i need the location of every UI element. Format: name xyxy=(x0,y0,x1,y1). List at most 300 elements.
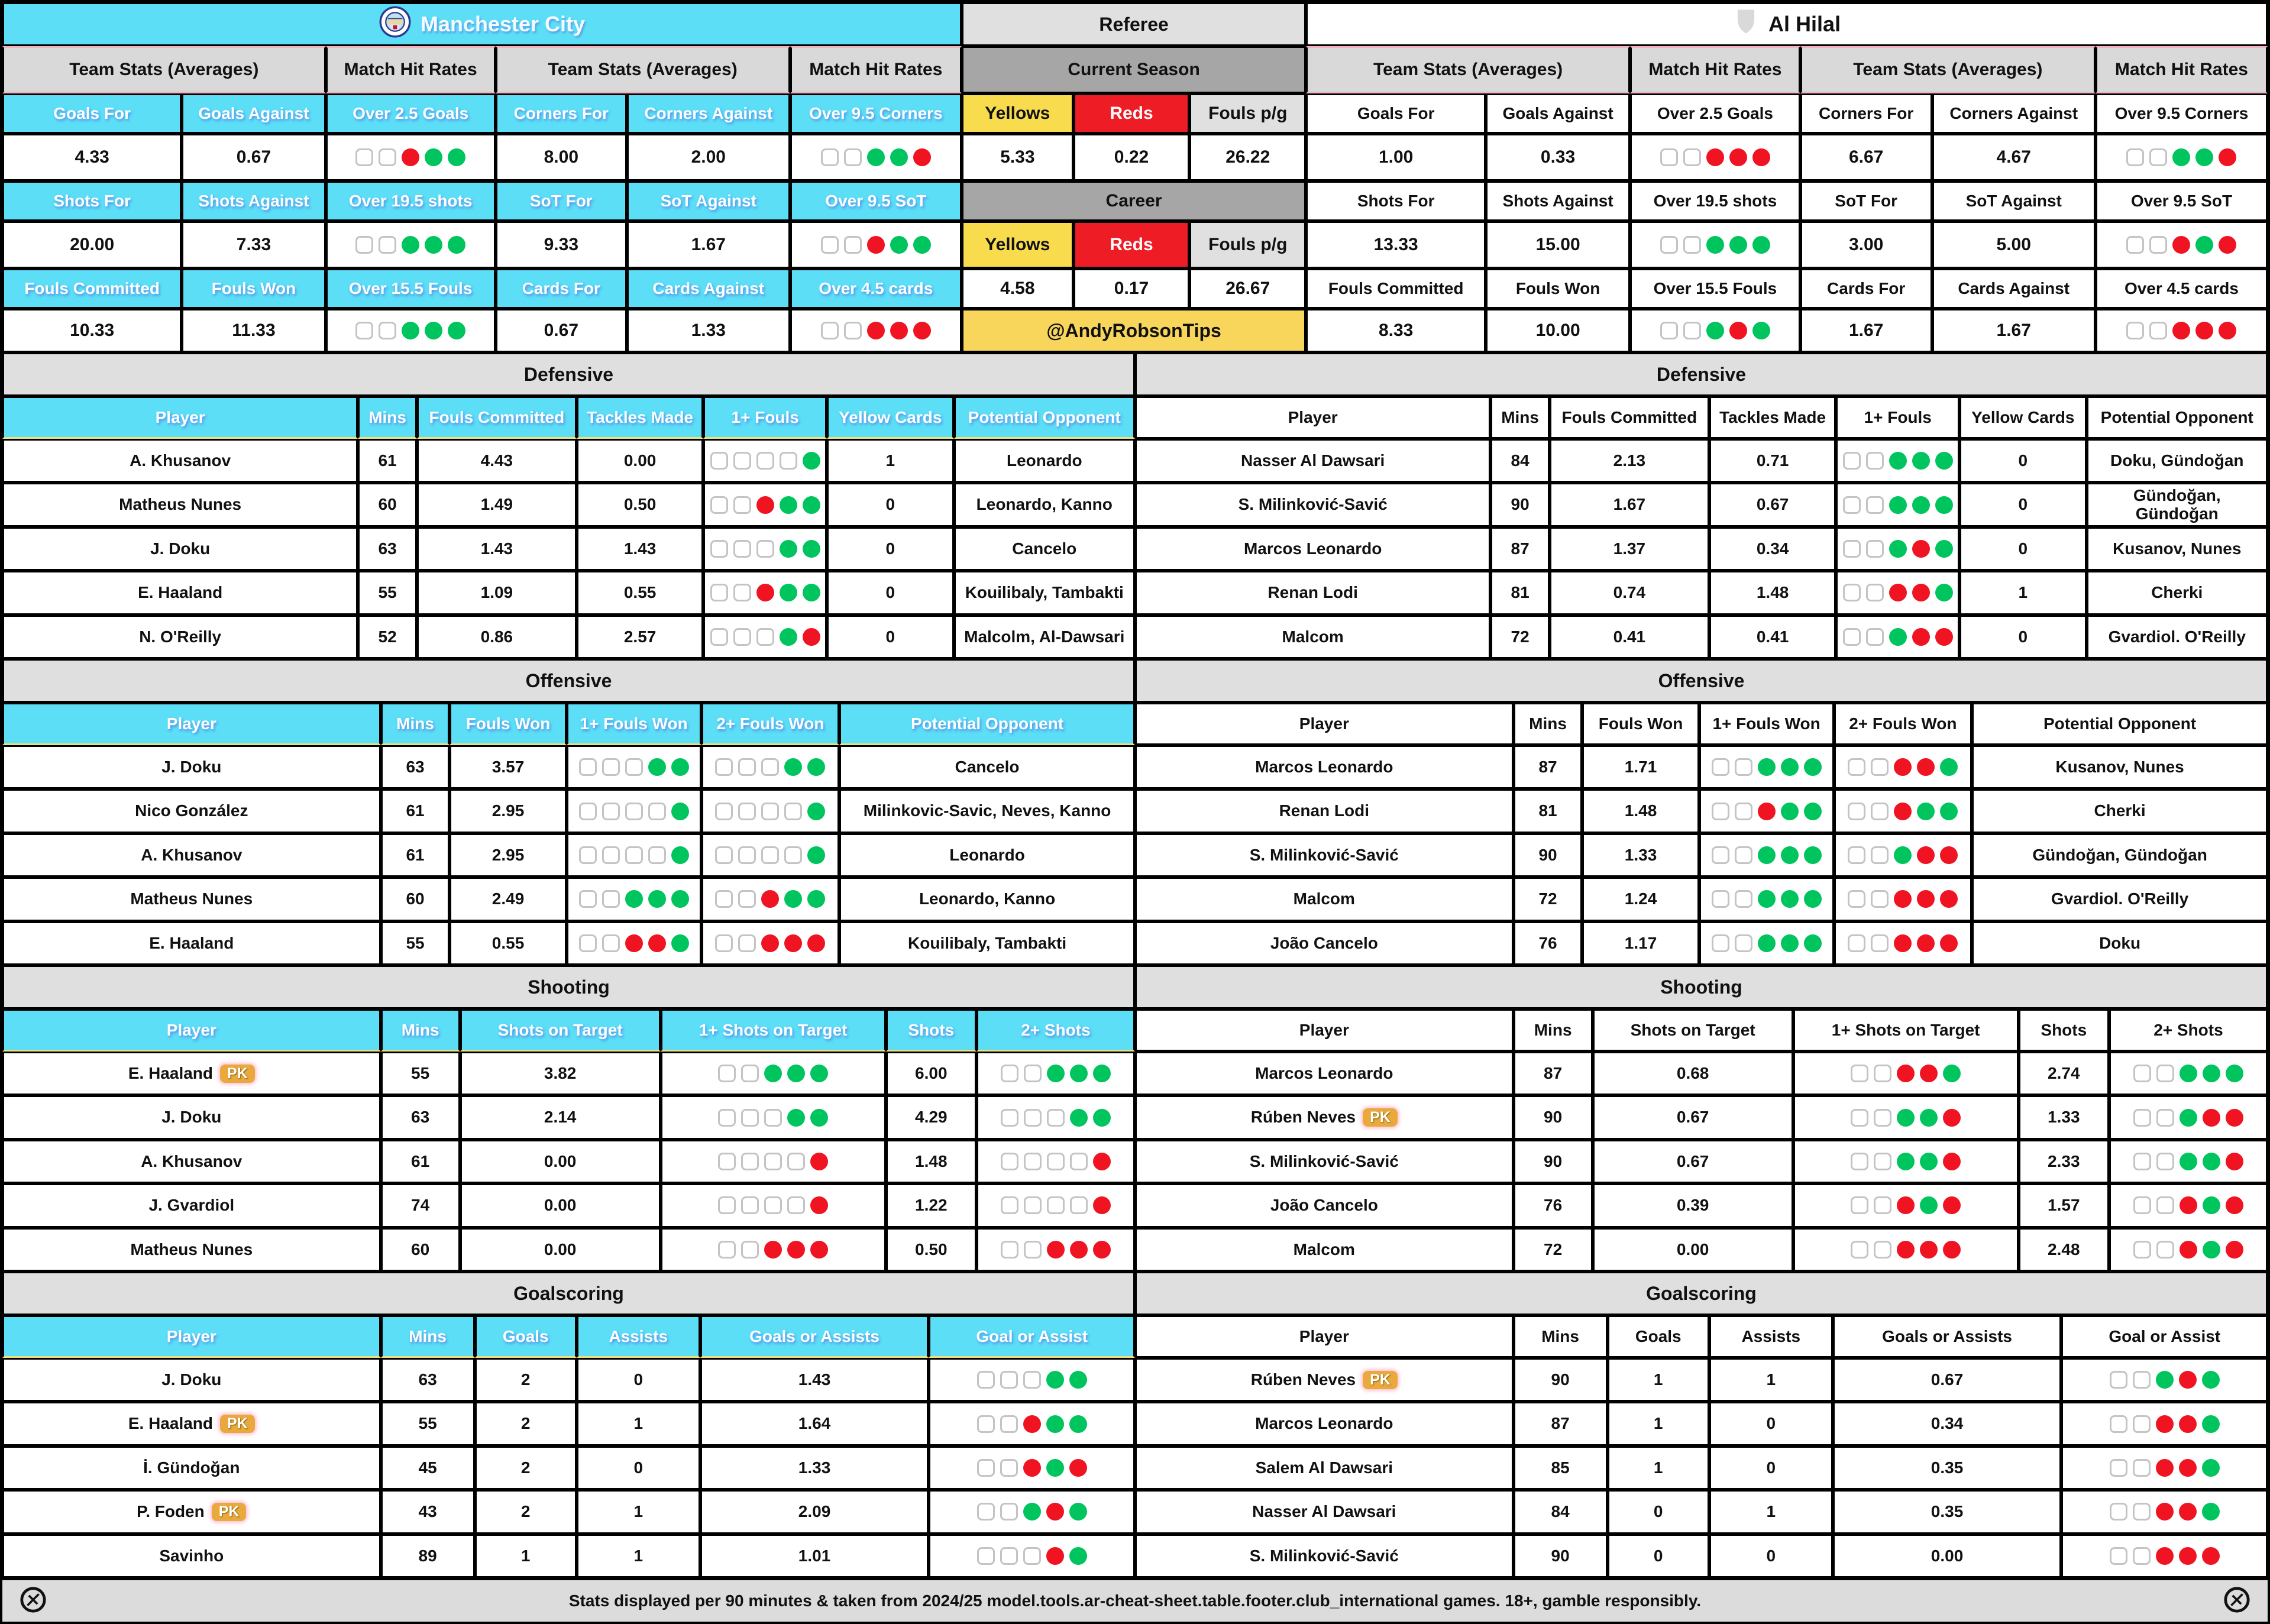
player-name: S. Milinković-Savić xyxy=(1249,1546,1399,1565)
hit-dot-empty xyxy=(1000,1503,1018,1521)
stat-cell: Gvardiol. O'Reilly xyxy=(2087,615,2268,659)
hit-dot-green xyxy=(2202,1503,2220,1521)
hit-dot-green xyxy=(1752,236,1770,254)
stat-value: 1.67 xyxy=(1932,309,2096,352)
hit-dot-green xyxy=(890,148,908,166)
table-row xyxy=(2,877,1135,921)
stat-value: 0.33 xyxy=(1486,134,1630,181)
hit-dot-empty xyxy=(579,890,597,908)
column-header: Tackles Made xyxy=(577,396,703,439)
stat-label: Corners Against xyxy=(1932,93,2096,134)
hit-dot-empty xyxy=(715,846,733,864)
stat-cell: 84 xyxy=(1490,439,1550,483)
hit-rate-dots xyxy=(976,1183,1135,1227)
hit-dot-green xyxy=(1046,1459,1064,1477)
column-header: Player xyxy=(1135,703,1514,745)
hit-dot-red xyxy=(1943,1153,1961,1170)
column-header: 1+ Fouls Won xyxy=(1699,703,1834,745)
stat-value: 5.00 xyxy=(1932,221,2096,268)
stat-cell: Leonardo xyxy=(954,439,1135,483)
hit-dot-empty xyxy=(648,803,666,820)
stat-cell: 0.71 xyxy=(1709,439,1836,483)
hit-dot-red xyxy=(756,496,774,514)
hit-dot-green xyxy=(671,934,689,952)
hit-dot-empty xyxy=(741,1196,759,1214)
hit-rate-dots xyxy=(567,833,701,877)
stat-cell: Doku, Gündoğan xyxy=(2087,439,2268,483)
stat-label: Corners For xyxy=(1800,93,1932,134)
hit-dot-red xyxy=(2172,236,2190,254)
hit-dot-green xyxy=(2203,1153,2220,1170)
hit-rate-dots xyxy=(1699,877,1834,921)
hit-dot-empty xyxy=(2133,1547,2151,1565)
stat-cell: 0.00 xyxy=(1593,1228,1793,1272)
hit-dot-green xyxy=(1804,803,1822,820)
hit-dot-green xyxy=(425,148,442,166)
hit-dot-empty xyxy=(2110,1371,2127,1389)
player-name: Renan Lodi xyxy=(1279,801,1370,820)
column-header-row xyxy=(1135,703,2268,745)
section-title: Shooting xyxy=(2,965,1135,1009)
hit-dot-empty xyxy=(733,628,751,646)
stat-cell: 60 xyxy=(358,483,417,526)
hit-rate-dots xyxy=(976,1095,1135,1139)
hit-rate-dots xyxy=(1834,789,1972,833)
hit-dot-green xyxy=(1804,758,1822,776)
hit-dot-empty xyxy=(784,803,802,820)
stat-cell: 61 xyxy=(381,833,450,877)
hit-dot-green xyxy=(780,540,797,558)
stat-cell: 0 xyxy=(827,527,953,571)
hit-dot-red xyxy=(1046,1503,1064,1521)
stat-cell: 0.67 xyxy=(1833,1358,2062,1402)
hit-dot-empty xyxy=(733,496,751,514)
stat-cell: 1 xyxy=(577,1402,700,1445)
hit-dot-empty xyxy=(821,148,839,166)
hit-dot-empty xyxy=(1851,1109,1868,1127)
hit-dot-empty xyxy=(2156,1109,2174,1127)
stat-label: Over 15.5 Fouls xyxy=(326,268,496,309)
hit-dot-green xyxy=(448,236,465,254)
hit-rate-dots xyxy=(326,221,496,268)
hit-dot-green xyxy=(1920,1196,1938,1214)
stat-label: Fouls Won xyxy=(182,268,325,309)
hit-dot-green xyxy=(2226,1065,2243,1082)
hit-rate-dots xyxy=(976,1052,1135,1095)
hit-dot-green xyxy=(1093,1109,1111,1127)
hit-dot-empty xyxy=(1001,1153,1018,1170)
hit-dot-red xyxy=(2226,1241,2243,1259)
hit-dot-red xyxy=(890,322,908,339)
hit-dot-red xyxy=(1897,1196,1915,1214)
player-name-cell xyxy=(1135,789,1514,833)
stat-cell: Gündoğan, Gündoğan xyxy=(1972,833,2268,877)
stat-cell: Milinkovic-Savic, Neves, Kanno xyxy=(839,789,1135,833)
hit-dot-empty xyxy=(1683,322,1701,339)
hit-dot-empty xyxy=(1000,1371,1018,1389)
stat-cell: 2 xyxy=(475,1490,577,1534)
hit-dot-green xyxy=(1781,934,1799,952)
hit-dot-empty xyxy=(1871,803,1889,820)
team-stats-table-left xyxy=(2,2,962,352)
hit-dot-empty xyxy=(1001,1241,1018,1259)
hit-dot-green xyxy=(1781,846,1799,864)
hit-dot-green xyxy=(913,236,931,254)
stat-value: 10.33 xyxy=(2,309,182,352)
hit-dot-red xyxy=(1943,1109,1961,1127)
player-name: Savinho xyxy=(159,1546,224,1565)
table-row xyxy=(2,921,1135,965)
hit-dot-green xyxy=(1781,803,1799,820)
hit-rate-dots xyxy=(1834,745,1972,789)
hit-dot-red xyxy=(1912,628,1930,646)
hit-rate-dots xyxy=(567,921,701,965)
stat-label: Corners For xyxy=(496,93,627,134)
hit-dot-empty xyxy=(1024,1153,1042,1170)
player-name-cell xyxy=(1135,615,1490,659)
stat-cell: 63 xyxy=(358,527,417,571)
section-offensive xyxy=(2,659,1135,965)
hit-rate-dots xyxy=(1836,527,1959,571)
hit-dot-empty xyxy=(1735,890,1752,908)
stat-cell: 2.57 xyxy=(577,615,703,659)
hit-dot-red xyxy=(1920,1065,1938,1082)
stat-label: SoT For xyxy=(496,181,627,221)
hit-dot-empty xyxy=(2156,1196,2174,1214)
stat-cell: 72 xyxy=(1514,1228,1593,1272)
referee-stat-value: 26.22 xyxy=(1189,134,1306,181)
hit-dot-green xyxy=(1935,496,1953,514)
hit-rate-dots xyxy=(790,309,962,352)
player-name: E. Haaland xyxy=(128,1064,214,1083)
hit-dot-red xyxy=(1069,1459,1087,1477)
hit-dot-empty xyxy=(602,846,620,864)
stat-cell: 1 xyxy=(1709,1358,1833,1402)
stat-label: Over 2.5 Goals xyxy=(326,93,496,134)
hit-dot-red xyxy=(2172,322,2190,339)
hit-dot-empty xyxy=(821,236,839,254)
hit-dot-empty xyxy=(379,148,396,166)
hit-dot-green xyxy=(1940,803,1958,820)
stat-cell: 0.35 xyxy=(1833,1446,2062,1490)
stat-cell: 0 xyxy=(1959,439,2086,483)
hit-rate-dots xyxy=(1793,1095,2019,1139)
stat-value: 0.67 xyxy=(496,309,627,352)
table-row xyxy=(1135,615,2268,659)
column-header: Mins xyxy=(1514,1315,1608,1358)
hit-dot-empty xyxy=(977,1547,995,1565)
hit-dot-green xyxy=(810,1109,828,1127)
hit-dot-empty xyxy=(764,1153,782,1170)
hit-rate-dots xyxy=(1836,615,1959,659)
stat-value: 20.00 xyxy=(2,221,182,268)
player-name-cell xyxy=(2,921,381,965)
hit-rate-dots xyxy=(661,1140,886,1183)
stat-cell: 72 xyxy=(1514,877,1583,921)
hit-dot-green xyxy=(1023,1503,1041,1521)
table-row xyxy=(2,745,1135,789)
stat-cell: 60 xyxy=(381,877,450,921)
stat-cell: 76 xyxy=(1514,1183,1593,1227)
hit-dot-green xyxy=(2180,1109,2197,1127)
hit-rate-dots xyxy=(703,483,827,526)
hit-rate-dots xyxy=(1630,221,1800,268)
hit-dot-red xyxy=(867,322,885,339)
hit-dot-empty xyxy=(625,803,643,820)
player-name-cell xyxy=(2,439,358,483)
stat-cell: 0.00 xyxy=(460,1140,661,1183)
hit-dot-empty xyxy=(1070,1153,1088,1170)
section-title: Offensive xyxy=(1135,659,2268,703)
hit-rate-dots xyxy=(701,789,840,833)
hit-dot-empty xyxy=(756,540,774,558)
stat-cell: 0.55 xyxy=(577,571,703,614)
hit-dot-red xyxy=(1729,322,1747,339)
player-name-cell xyxy=(1135,439,1490,483)
hit-dot-empty xyxy=(1023,1371,1041,1389)
stat-cell: 0.41 xyxy=(1709,615,1836,659)
stat-value: 0.67 xyxy=(182,134,325,181)
column-header: Potential Opponent xyxy=(2087,396,2268,439)
current-season-header: Current Season xyxy=(962,46,1306,93)
stat-cell: 1 xyxy=(1608,1402,1709,1445)
hit-dot-red xyxy=(810,1196,828,1214)
player-name: Nasser Al Dawsari xyxy=(1252,1502,1396,1521)
hit-rate-dots xyxy=(1793,1140,2019,1183)
stat-cell: 1.48 xyxy=(1582,789,1699,833)
stat-cell: 90 xyxy=(1514,1095,1593,1139)
stat-label: Over 4.5 cards xyxy=(790,268,962,309)
stat-cell: Kouilibaly, Tambakti xyxy=(954,571,1135,614)
player-name: İ. Gündoğan xyxy=(143,1458,240,1477)
stat-cell: 4.29 xyxy=(886,1095,976,1139)
hit-dot-green xyxy=(1889,628,1907,646)
hit-dot-empty xyxy=(1047,1153,1065,1170)
hit-dot-empty xyxy=(1001,1109,1018,1127)
hit-rate-dots xyxy=(567,877,701,921)
column-header: Mins xyxy=(1514,703,1583,745)
player-name-cell xyxy=(2,833,381,877)
team-stats-header: Team Stats (Averages) xyxy=(1306,46,1630,93)
column-header: Shots xyxy=(2019,1009,2109,1052)
hit-rate-dots xyxy=(1699,921,1834,965)
table-row xyxy=(2,1402,1135,1445)
stat-cell: 1 xyxy=(577,1490,700,1534)
hit-rate-dots xyxy=(2096,134,2268,181)
stat-label: Fouls Committed xyxy=(1306,268,1486,309)
referee-header: Referee xyxy=(962,2,1306,46)
hit-dot-red xyxy=(1940,934,1958,952)
hit-dot-empty xyxy=(1866,628,1884,646)
hit-rate-dots xyxy=(567,789,701,833)
stat-cell: 0.35 xyxy=(1833,1490,2062,1534)
player-name: J. Doku xyxy=(161,758,222,777)
column-header: Potential Opponent xyxy=(839,703,1135,745)
team-header-left xyxy=(2,2,962,46)
referee-panel xyxy=(962,2,1306,352)
hit-rate-dots xyxy=(326,309,496,352)
stat-cell: 1.57 xyxy=(2019,1183,2109,1227)
hit-dot-empty xyxy=(2149,236,2167,254)
hit-dot-red xyxy=(2179,1547,2197,1565)
hit-dot-green xyxy=(780,628,797,646)
hit-dot-empty xyxy=(738,803,756,820)
stat-cell: 2.14 xyxy=(460,1095,661,1139)
footer xyxy=(2,1578,2268,1622)
hit-dot-empty xyxy=(1874,1153,1891,1170)
stat-label: Goals Against xyxy=(182,93,325,134)
column-header: 1+ Fouls Won xyxy=(567,703,701,745)
hit-dot-red xyxy=(648,934,666,952)
table-row xyxy=(1135,1490,2268,1534)
hit-rate-dots xyxy=(2061,1402,2268,1445)
player-name: Malcom xyxy=(1282,627,1344,646)
player-name-cell xyxy=(1135,483,1490,526)
hit-dot-empty xyxy=(2133,1196,2151,1214)
stat-cell: 0 xyxy=(1608,1490,1709,1534)
table-row xyxy=(1135,1052,2268,1095)
hit-dot-empty xyxy=(738,934,756,952)
hit-dot-green xyxy=(2195,148,2213,166)
hit-dot-empty xyxy=(1660,236,1678,254)
hit-dot-red xyxy=(1070,1241,1088,1259)
stat-cell: Gvardiol. O'Reilly xyxy=(1972,877,2268,921)
team-header-right xyxy=(1306,2,2268,46)
hit-rate-dots xyxy=(1699,833,1834,877)
stat-cell: 0 xyxy=(827,571,953,614)
hit-dot-red xyxy=(2156,1415,2174,1433)
hit-dot-red xyxy=(756,584,774,601)
stat-cell: 1.33 xyxy=(1582,833,1699,877)
hit-dot-green xyxy=(1781,890,1799,908)
hit-dot-empty xyxy=(756,452,774,470)
hit-rate-dots xyxy=(929,1446,1135,1490)
stat-cell: 60 xyxy=(381,1228,460,1272)
player-name: S. Milinković-Savić xyxy=(1238,495,1388,514)
hit-dot-red xyxy=(1093,1241,1111,1259)
stat-label: SoT For xyxy=(1800,181,1932,221)
hit-dot-green xyxy=(787,1065,805,1082)
column-header-row xyxy=(2,703,1135,745)
hit-dot-empty xyxy=(1871,758,1889,776)
stat-cell: 0 xyxy=(1709,1534,1833,1578)
hit-dot-green xyxy=(1935,452,1953,470)
hit-dot-red xyxy=(2180,1241,2197,1259)
table-row xyxy=(1135,1183,2268,1227)
stat-cell: 0.86 xyxy=(417,615,577,659)
hit-rate-dots xyxy=(1699,789,1834,833)
hit-dot-empty xyxy=(710,540,728,558)
hit-dot-empty xyxy=(1047,1109,1065,1127)
stat-label: Over 9.5 Corners xyxy=(790,93,962,134)
hit-rate-dots xyxy=(703,615,827,659)
stat-label: SoT Against xyxy=(627,181,790,221)
stat-cell: Leonardo xyxy=(839,833,1135,877)
hit-dot-green xyxy=(803,452,820,470)
player-name: S. Milinković-Savić xyxy=(1249,1151,1399,1170)
hit-dot-red xyxy=(867,236,885,254)
hit-dot-red xyxy=(1752,148,1770,166)
table-row xyxy=(1135,1402,2268,1445)
hit-rate-dots xyxy=(701,877,840,921)
column-header: Shots xyxy=(886,1009,976,1052)
stat-cell: 1 xyxy=(475,1534,577,1578)
hit-dot-green xyxy=(1889,496,1907,514)
stat-cell: 1 xyxy=(1959,571,2086,614)
hit-dot-green xyxy=(671,758,689,776)
hit-dot-empty xyxy=(2133,1415,2151,1433)
hit-dot-empty xyxy=(379,322,396,339)
hit-dot-green xyxy=(2203,1065,2220,1082)
stat-label: Over 4.5 cards xyxy=(2096,268,2268,309)
hit-rate-dots xyxy=(701,833,840,877)
stat-cell: 1.22 xyxy=(886,1183,976,1227)
hit-dot-red xyxy=(402,148,419,166)
stat-label: Goals For xyxy=(2,93,182,134)
hit-dot-green xyxy=(803,540,820,558)
hit-dot-green xyxy=(1917,803,1935,820)
stat-cell: Cherki xyxy=(1972,789,2268,833)
hit-dot-empty xyxy=(780,452,797,470)
hit-dot-red xyxy=(1047,1241,1065,1259)
stat-cell: 63 xyxy=(381,745,450,789)
hit-dot-empty xyxy=(2110,1547,2127,1565)
hit-dot-empty xyxy=(602,803,620,820)
section-title: Goalscoring xyxy=(2,1272,1135,1315)
stat-cell: 90 xyxy=(1514,1534,1608,1578)
player-name: E. Haaland xyxy=(149,933,234,952)
hit-rate-dots xyxy=(1793,1052,2019,1095)
player-name-cell xyxy=(1135,1183,1514,1227)
hit-dot-green xyxy=(2195,236,2213,254)
stat-label: Goals Against xyxy=(1486,93,1630,134)
column-header: Fouls Won xyxy=(1582,703,1699,745)
hit-dot-empty xyxy=(738,890,756,908)
section-shooting xyxy=(2,965,1135,1272)
hit-dot-empty xyxy=(1851,1065,1868,1082)
hit-dot-green xyxy=(1912,452,1930,470)
hit-dot-red xyxy=(1943,1241,1961,1259)
stat-cell: 1.01 xyxy=(700,1534,929,1578)
table-row xyxy=(2,789,1135,833)
top-stats-block xyxy=(2,2,2268,352)
hit-dot-empty xyxy=(784,846,802,864)
column-header: Player xyxy=(2,703,381,745)
hit-dot-green xyxy=(671,890,689,908)
hit-dot-green xyxy=(1069,1415,1087,1433)
hit-dot-empty xyxy=(602,890,620,908)
hit-dot-empty xyxy=(1874,1109,1891,1127)
stat-value: 1.67 xyxy=(1800,309,1932,352)
hit-dot-red xyxy=(2219,322,2236,339)
hit-dot-red xyxy=(2219,148,2236,166)
stat-cell: 55 xyxy=(381,1052,460,1095)
player-name: Marcos Leonardo xyxy=(1243,539,1382,558)
hit-rate-dots xyxy=(1836,571,1959,614)
player-name-cell xyxy=(1135,745,1514,789)
hit-rate-dots xyxy=(567,745,701,789)
hit-dot-empty xyxy=(710,496,728,514)
column-header: Yellow Cards xyxy=(827,396,953,439)
stat-cell: 90 xyxy=(1514,1358,1608,1402)
hit-rate-dots xyxy=(2096,221,2268,268)
hit-dot-empty xyxy=(1866,496,1884,514)
hit-dot-empty xyxy=(1024,1196,1042,1214)
hit-dot-green xyxy=(425,322,442,339)
penalty-taker-badge: PK xyxy=(220,1415,255,1433)
referee-stat-label: Reds xyxy=(1073,221,1190,268)
hit-dot-green xyxy=(2172,148,2190,166)
